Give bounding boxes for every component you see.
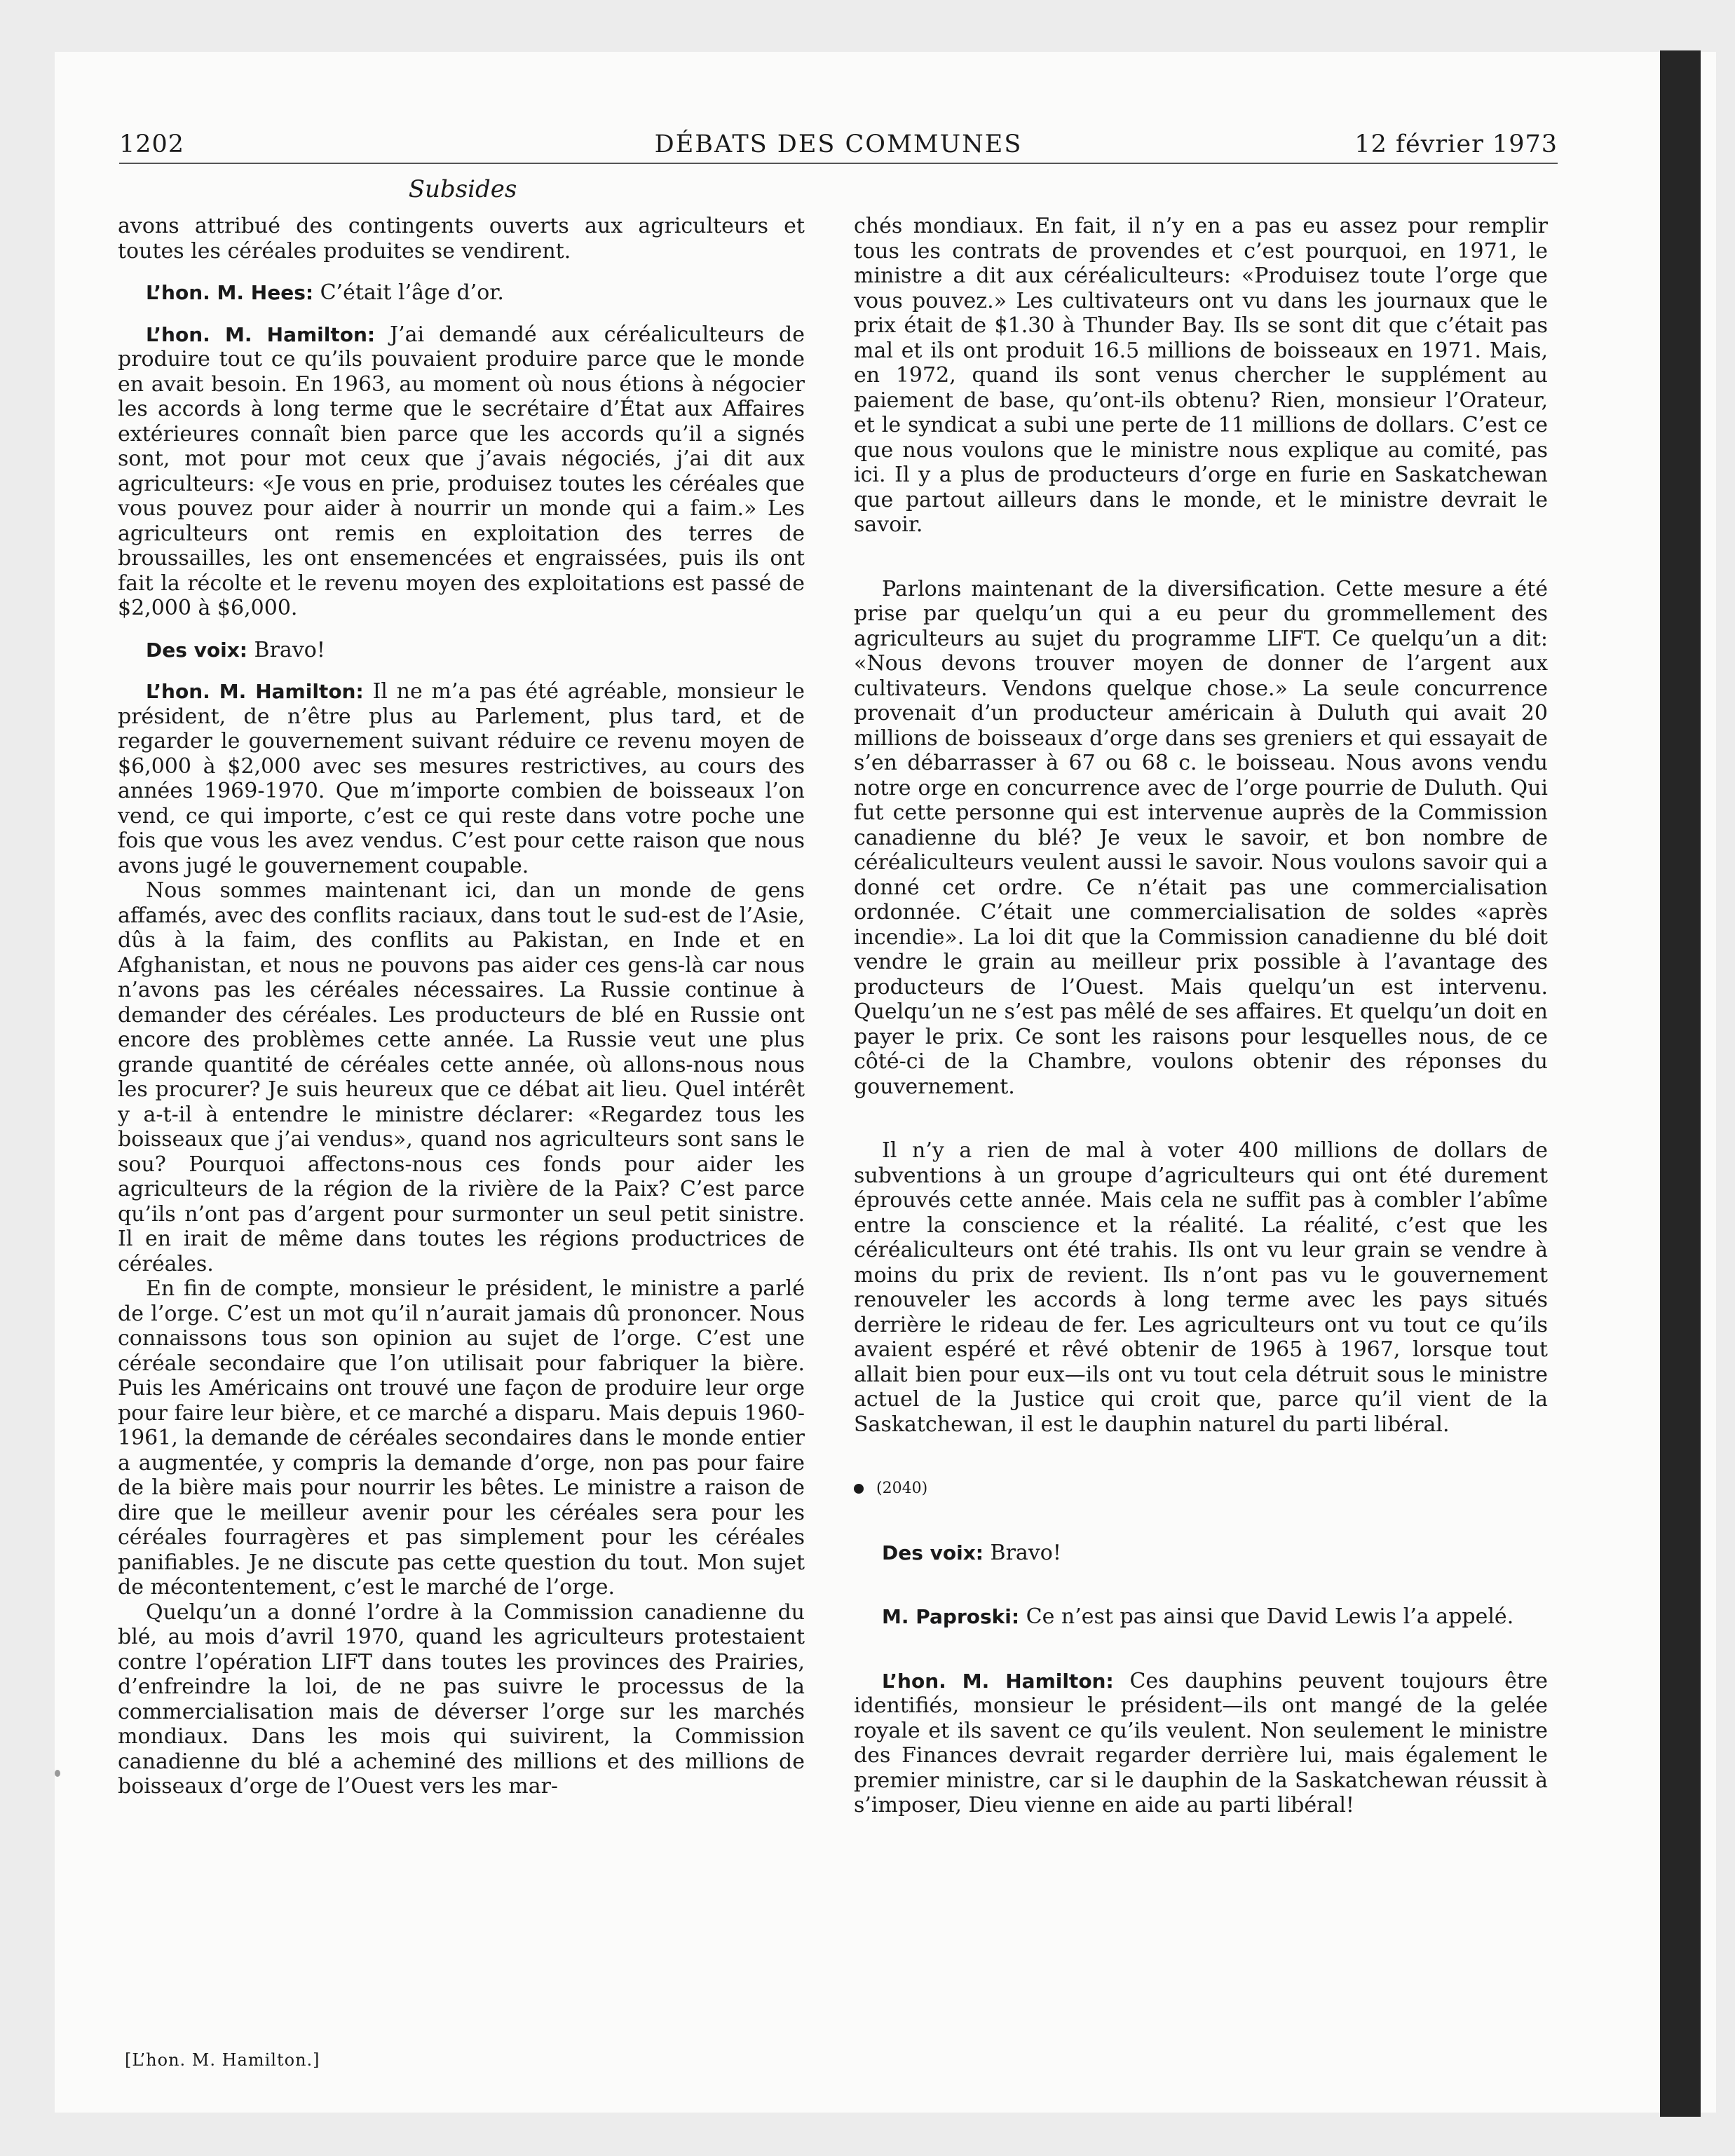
- scan-speck: [55, 1770, 60, 1777]
- section-heading: Subsides: [408, 175, 517, 203]
- page-number: 1202: [119, 130, 185, 158]
- speech-text: J’ai demandé aux céréaliculteurs de produire tout ce qu’ils pouvaient produire parce que le monde en avait besoin. En 1963, au moment où nous étions à négocier les accords à long terme que le secrétaire d’État aux Affaires extérieures connaît bien parce que les accords qu’il a signés sont, mot pour mot ceux que j’avais négociés, j’ai dit aux agriculteurs: «Je vous en prie, produisez toutes les céréales que vous pouvez pour aider à nourrir un monde qui a faim.» Les agriculteurs ont remis en exploitation des terres de broussailles, les ont ensemencées et engraissées, puis ils ont fait la récolte et le revenu moyen des exploitations est passé de $2,000 à $6,000.: [118, 322, 805, 620]
- speaker-name: L’hon. M. Hamilton:: [882, 1669, 1114, 1693]
- speech-text: C’était l’âge d’or.: [313, 280, 504, 305]
- speech-text: Bravo!: [984, 1540, 1061, 1565]
- paragraph: Parlons maintenant de la diversification. Cette mesure a été prise par quelqu’un qui a eu peur du grommellement des agriculteurs au sujet du programme LIFT. Ce quelqu’un a dit: «Nous devons trouver moyen de donner de l’argent aux cultivateurs. Vendons quelque chose.» La seule concurrence provenait d’un producteur américain à Duluth qui avait 20 millions de boisseaux d’orge dans ses greniers et qui essayait de s’en débarrasser à 67 ou 68 c. le boisseau. Nous avons vendu notre orge en concurrence avec de l’orge pourrie de Duluth. Qui fut cette personne qui est intervenue auprès de la Commission canadienne du blé? Je veux le savoir, et bon nombre de céréaliculteurs veulent aussi le savoir. Nous voulons savoir qui a donné cet ordre. Ce n’était pas une commercialisation ordonnée. C’était une commercialisation de soldes «après incendie». La loi dit que la Commission canadienne du blé doit vendre le grain au meilleur prix possible à l’avantage des producteurs de l’Ouest. Mais quelqu’un est intervenu. Quelqu’un ne s’est pas mêlé de ses affaires. Et quelqu’un doit en payer le prix. Ce sont les raisons pour lesquelles nous, de ce côté-ci de la Chambre, voulons obtenir des réponses du gouvernement.: [854, 576, 1548, 1099]
- paragraph: chés mondiaux. En fait, il n’y en a pas eu assez pour remplir tous les contrats de provendes et c’est pourquoi, en 1971, le ministre a dit aux céréaliculteurs: «Produisez toute l’orge que vous pouvez.» Les cultivateurs ont vu dans les journaux que le prix était de $1.30 à Thunder Bay. Ils se sont dit que c’était pas mal et ils ont produit 16.5 millions de boisseaux en 1971. Mais, en 1972, quand ils sont venus chercher le supplément au paiement de base, qu’ont-ils obtenu? Rien, monsieur l’Orateur, et le syndicat a subi une perte de 11 millions de dollars. C’est ce que nous voulons que le ministre nous explique au comité, pas ici. Il y a plus de producteurs d’orge en furie en Saskatchewan que partout ailleurs dans le monde, et le ministre devrait le savoir.: [854, 214, 1548, 537]
- left-column: [118, 214, 805, 1799]
- speaker-name: L’hon. M. Hamilton:: [146, 680, 364, 703]
- speech-text: Bravo!: [247, 637, 325, 662]
- paragraph: avons attribué des contingents ouverts aux agriculteurs et toutes les céréales produites se vendirent.: [118, 214, 805, 264]
- time-marker: (2040): [854, 1476, 1548, 1501]
- publication-title: DÉBATS DES COMMUNES: [654, 130, 1023, 158]
- speaker-name: Des voix:: [882, 1541, 984, 1564]
- speech-text: Ce n’est pas ainsi que David Lewis l’a appelé.: [1019, 1604, 1514, 1629]
- speaker-name: L’hon. M. Hamilton:: [146, 322, 376, 346]
- speech: [118, 280, 805, 306]
- speaker-name: Des voix:: [146, 638, 247, 662]
- paragraph: Il n’y a rien de mal à voter 400 millions de dollars de subventions à un groupe d’agriculteurs qui ont été durement éprouvés cette année. Mais cela ne suffit pas à combler l’abîme entre la conscience et la réalité. La réalité, c’est que les céréaliculteurs ont été trahis. Ils ont vu leur grain se vendre à moins du prix de revient. Ils n’ont pas vu le gouvernement renouveler les accords à long terme avec les pays situés derrière le rideau de fer. Les agriculteurs ont vu tout ce qu’ils avaient espéré et rêvé obtenir de 1965 à 1967, lorsque tout allait bien pour eux—ils ont vu tout cela détruit sous le ministre actuel de la Justice qui croit que, parce qu’il vient de la Saskatchewan, il est le dauphin naturel du parti libéral.: [854, 1138, 1548, 1437]
- speech-text: Ces dauphins peuvent toujours être identifiés, monsieur le président—ils ont mangé de la gelée royale et ils savent ce qu’ils veulent. Non seulement le ministre des Finances devrait regarder derrière lui, mais également le premier ministre, car si le dauphin de la Saskatchewan réussit à s’imposer, Dieu vienne en aide au parti libéral!: [854, 1668, 1548, 1817]
- speaker-name: M. Paproski:: [882, 1605, 1020, 1628]
- speech: [854, 1604, 1548, 1630]
- paragraph: En fin de compte, monsieur le président, le ministre a parlé de l’orge. C’est un mot qu’il n’aurait jamais dû prononcer. Nous connaissons tous son opinion au sujet de l’orge. C’est une céréale secondaire que l’on utilisait pour fabriquer la bière. Puis les Américains ont trouvé une façon de produire leur orge pour faire leur bière, et ce marché a disparu. Mais depuis 1960-1961, la demande de céréales secondaires dans le monde entier a augmentée, y compris la demande d’orge, non pas pour faire de la bière mais pour nourrir les bêtes. Le ministre a raison de dire que le meilleur avenir pour les céréales sera pour les céréales fourragères et pas simplement pour les céréales panifiables. Je ne discute pas cette question du tout. Mon sujet de mécontentement, c’est le marché de l’orge.: [118, 1276, 805, 1599]
- speech: [118, 679, 805, 878]
- speech-text: Il ne m’a pas été agréable, monsieur le président, de n’être plus au Parlement, plus tard, et de regarder le gouvernement suivant réduire ce revenu moyen de $6,000 à $2,000 avec ses mesures restrictives, au cours des années 1969-1970. Que m’importe combien de boisseaux l’on vend, ce qui importe, c’est ce qui reste dans votre poche une fois que vous les avez vendus. C’est pour cette raison que nous avons jugé le gouvernement coupable.: [118, 679, 805, 878]
- paragraph: Quelqu’un a donné l’ordre à la Commission canadienne du blé, au mois d’avril 1970, quand les agriculteurs protestaient contre l’opération LIFT dans toutes les provinces des Prairies, d’enfreindre la loi, de ne pas suivre le processus de la commercialisation mais de déverser l’orge sur les marchés mondiaux. Dans les mois qui suivirent, la Commission canadienne du blé a acheminé des millions et des millions de boisseaux d’orge de l’Ouest vers les mar-: [118, 1599, 805, 1799]
- right-column: [854, 214, 1548, 1818]
- speech: [854, 1669, 1548, 1818]
- speech: [118, 638, 805, 663]
- speaker-footnote: [L’hon. M. Hamilton.]: [125, 2050, 320, 2070]
- running-header: [119, 121, 1558, 164]
- bullet-icon: [854, 1484, 864, 1494]
- issue-date: 12 février 1973: [1354, 130, 1558, 158]
- speech: [854, 1541, 1548, 1566]
- book-spine-shadow: [1660, 50, 1701, 2117]
- speech: [118, 322, 805, 621]
- paragraph: Nous sommes maintenant ici, dan un monde de gens affamés, avec des conflits raciaux, dans tout le sud-est de l’Asie, dûs à la faim, des conflits au Pakistan, en Inde et en Afghanistan, et nous ne pouvons pas aider ces gens-là car nous n’avons pas les céréales nécessaires. La Russie continue à demander des céréales. Les producteurs de blé en Russie ont encore des problèmes cette année. La Russie veut une plus grande quantité de céréales cette année, où allons-nous nous les procurer? Je suis heureux que ce débat ait lieu. Quel intérêt y a-t-il à entendre le ministre déclarer: «Regardez tous les boisseaux que j’ai vendus», quand nos agriculteurs sont sans le sou? Pourquoi affectons-nous ces fonds pour aider les agriculteurs de la région de la rivière de la Paix? C’est parce qu’ils n’ont pas d’argent pour surmonter un seul petit sinistre. Il en irait de même dans toutes les régions productrices de céréales.: [118, 878, 805, 1276]
- speaker-name: L’hon. M. Hees:: [146, 281, 314, 304]
